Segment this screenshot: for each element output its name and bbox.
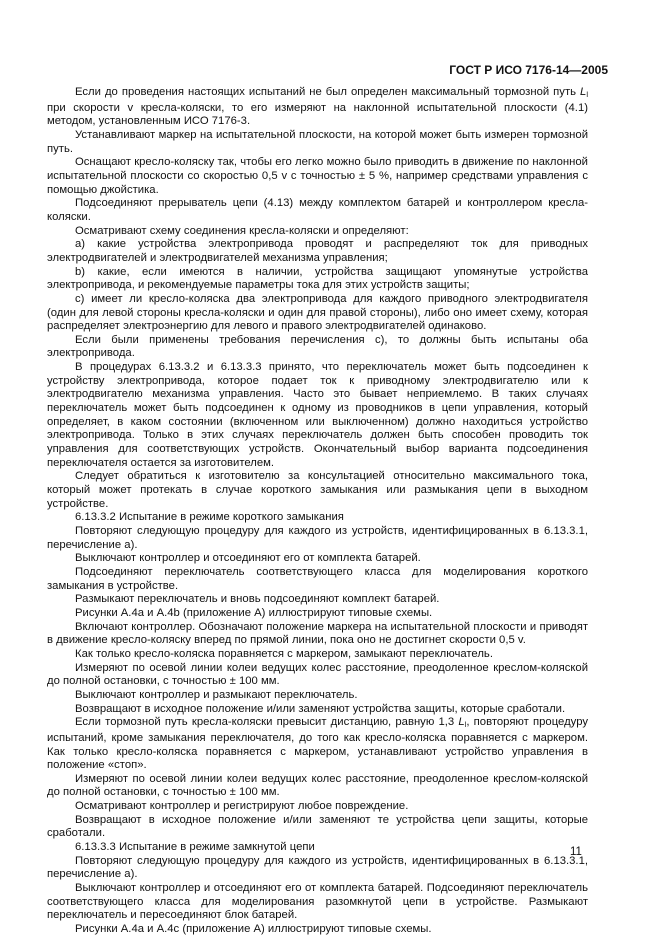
paragraph: Повторяют следующую процедуру для каждого из устройств, идентифицированных в 6.13.3.1, перечисление а). bbox=[47, 854, 588, 881]
paragraph: Рисунки А.4а и А.4с (приложение А) иллюстрируют типовые схемы. bbox=[75, 923, 432, 936]
paragraph-braking-exceed bbox=[47, 716, 588, 773]
paragraph: Подсоединяют прерыватель цепи (4.13) между комплектом батарей и контроллером кресла-коляски. bbox=[47, 197, 588, 223]
text-segment: , повторяют процедуру испытаний, кроме замыкания переключателя, до того как кресло-коляска поравняется с маркером. Как только кресло-коляска поравняется с маркером, устанавливают устройство управления в положение «стоп». bbox=[47, 716, 588, 772]
paragraph: Если были применены требования перечисления с), то должны быть испытаны оба электропривода. bbox=[47, 333, 588, 360]
paragraph: Выключают контроллер и размыкают переключатель. bbox=[75, 688, 358, 701]
paragraph: Как только кресло-коляска поравняется с маркером, замыкают переключатель. bbox=[75, 647, 493, 660]
document-body bbox=[47, 86, 588, 937]
list-item-c: c) имеет ли кресло-коляска два электропривода для каждого приводного электродвигателя (один для левой стороны кресла-коляски и один для правой стороны), либо оно имеет схему, которая распределяет электроэнергию для левого и правого электродвигателей одинаково. bbox=[47, 292, 588, 333]
symbol-L: L bbox=[580, 86, 587, 98]
paragraph: Измеряют по осевой линии колеи ведущих колес расстояние, преодоленное креслом-коляской до полной остановки, с точностью ± 100 мм. bbox=[47, 772, 588, 799]
paragraph: Подсоединяют переключатель соответствующего класса для моделирования короткого замыкания в устройстве. bbox=[47, 565, 588, 592]
paragraph: Следует обратиться к изготовителю за консультацией относительно максимального тока, который может протекать в случае короткого замыкания или размыкания цепи в выходном устройстве. bbox=[47, 470, 588, 510]
text-segment: Если до проведения настоящих испытаний не был определен максимальный тормозной путь bbox=[75, 86, 581, 98]
list-item-b: b) какие, если имеются в наличии, устройства защищают упомянутые устройства электропривода, и рекомендуемые параметры тока для этих устройств защиты; bbox=[47, 265, 588, 292]
list-item-a: a) какие устройства электропривода проводят и распределяют ток для приводных электродвигателей и электродвигателей механизма управления; bbox=[47, 238, 588, 264]
paragraph: Возвращают в исходное положение и/или заменяют те устройства цепи защиты, которые сработали. bbox=[47, 813, 588, 840]
paragraph: Размыкают переключатель и вновь подсоединяют комплект батарей. bbox=[75, 593, 440, 606]
paragraph: Оснащают кресло-коляску так, чтобы его легко можно было приводить в движение по наклонной испытательной плоскости со скоростью 0,5 v с точностью ± 5 %, например средствами управления с помощью джойстика. bbox=[47, 156, 588, 196]
paragraph-braking-distance bbox=[47, 86, 588, 129]
paragraph: Рисунки А.4а и А.4b (приложение А) иллюстрируют типовые схемы. bbox=[75, 606, 433, 619]
subscript: l bbox=[586, 90, 588, 99]
subscript: l bbox=[464, 720, 467, 730]
paragraph: Осматривают контроллер и регистрируют любое повреждение. bbox=[75, 800, 409, 813]
paragraph: Выключают контроллер и отсоединяют его от комплекта батарей. Подсоединяют переключатель соответствующего класса для моделирования разомкнутой цепи в устройстве. Размыкают переключатель и пересоединяют блок батарей. bbox=[47, 882, 588, 922]
paragraph: Повторяют следующую процедуру для каждого из устройств, идентифицированных в 6.13.3.1, перечисление а). bbox=[47, 525, 588, 551]
paragraph: Измеряют по осевой линии колеи ведущих колес расстояние, преодоленное креслом-коляской до полной остановки, с точностью ± 100 мм. bbox=[47, 661, 588, 688]
document-header-title: ГОСТ Р ИСО 7176-14—2005 bbox=[449, 63, 608, 77]
paragraph: Возвращают в исходное положение и/или заменяют устройства защиты, которые сработали. bbox=[75, 702, 566, 715]
text-segment: при скорости v кресла-коляски, то его измеряют на наклонной испытательной плоскости (4.1) методом, установленным ИСО 7176-3. bbox=[47, 101, 588, 128]
symbol-L: L bbox=[458, 716, 465, 729]
paragraph: Выключают контроллер и отсоединяют его от комплекта батарей. bbox=[75, 552, 421, 565]
text-segment: Если тормозной путь кресла-коляски превысит дистанцию, равную 1,3 bbox=[75, 716, 459, 729]
page-number: 11 bbox=[570, 846, 582, 858]
paragraph: Устанавливают маркер на испытательной плоскости, на которой может быть измерен тормозной путь. bbox=[47, 128, 588, 155]
paragraph: Осматривают схему соединения кресла-коляски и определяют: bbox=[75, 224, 409, 237]
paragraph: Включают контроллер. Обозначают положение маркера на испытательной плоскости и приводят в движение кресло-коляску вперед по прямой линии, пока оно не достигнет скорости 0,5 v. bbox=[47, 620, 588, 647]
section-heading-6-13-3-3: 6.13.3.3 Испытание в режиме замкнутой цепи bbox=[75, 841, 315, 854]
section-heading-6-13-3-2: 6.13.3.2 Испытание в режиме короткого замыкания bbox=[75, 511, 344, 524]
paragraph: В процедурах 6.13.3.2 и 6.13.3.3 принято, что переключатель может быть подсоединен к устройству электропривода, которое подает ток к приводному электродвигателю или к электродвигателю механизма управления. Часто это бывает неприемлемо. В таких случаях переключатель может быть подсоединен к одному из проводников в цепи управления, который определяет, в каком состоянии (включенном или выключенном) должно находиться устройство электропривода. Только в этих случаях переключатель должен быть способен проводить ток управления для соответствующих устройств. Окончательный выбор варианта подсоединения переключателя остается за изготовителем. bbox=[47, 361, 588, 469]
